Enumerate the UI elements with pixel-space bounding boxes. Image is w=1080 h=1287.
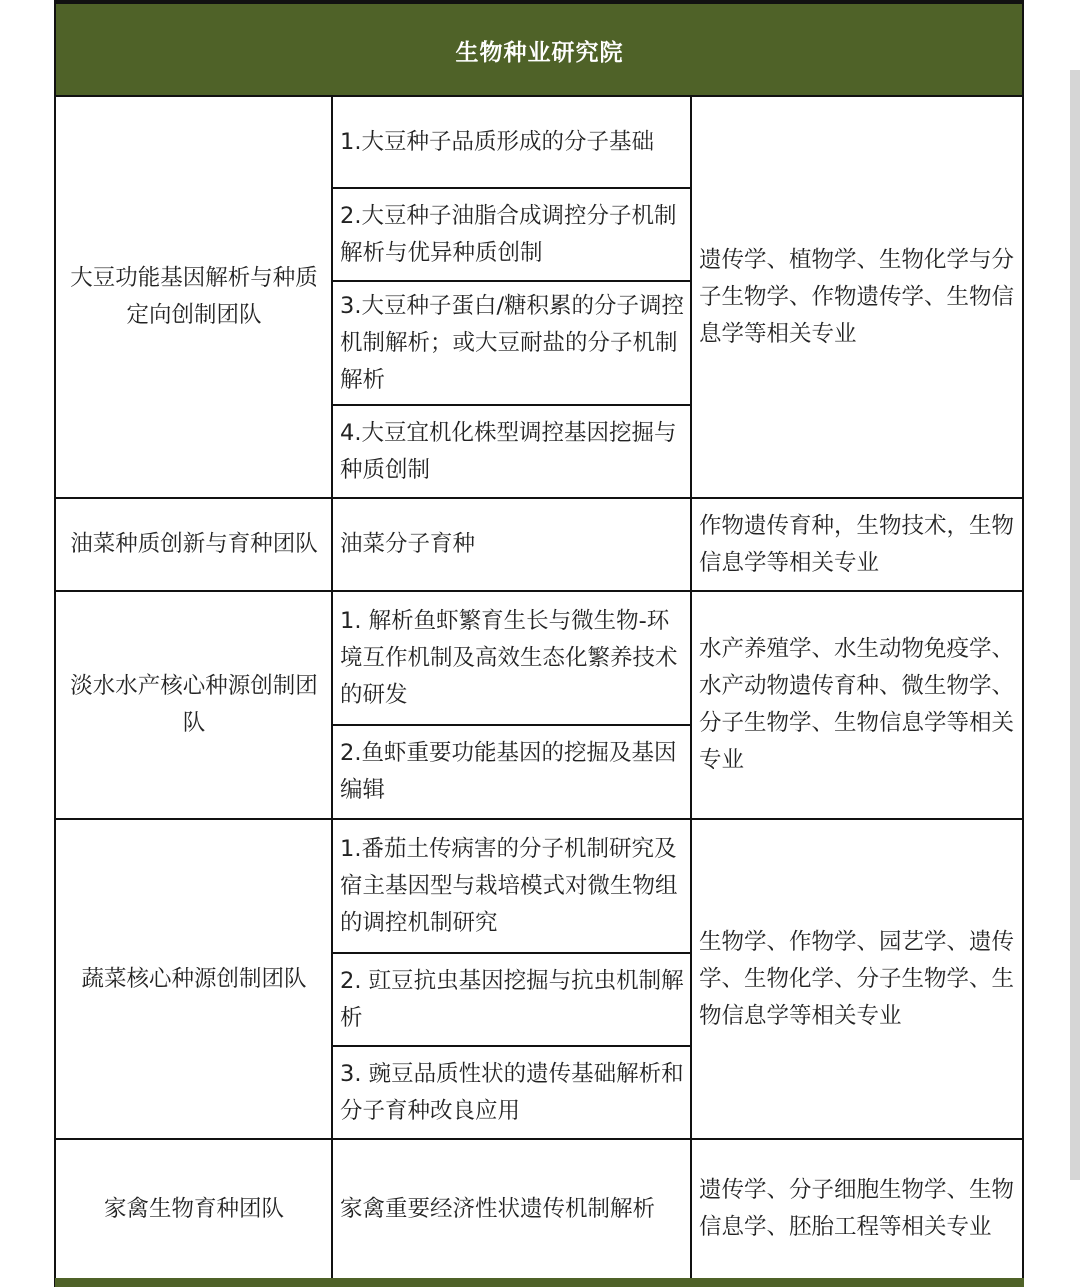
topic-cell (333, 592, 690, 724)
team-name-cell (57, 820, 331, 1138)
topic-text: 3. 豌豆品质性状的遗传基础解析和分子育种改良应用 (340, 1060, 684, 1124)
major-text: 生物学、作物学、园艺学、遗传学、生物化学、分子生物学、生物信息学等相关专业 (699, 928, 1015, 1029)
major-text: 遗传学、分子细胞生物学、生物信息学、胚胎工程等相关专业 (699, 1177, 1015, 1240)
topic-cell (333, 499, 690, 590)
topic-text: 2.大豆种子油脂合成调控分子机制解析与优异种质创制 (340, 202, 677, 266)
topic-text: 1. 解析鱼虾繁育生长与微生物-环境互作机制及高效生态化繁养技术的研发 (340, 607, 678, 708)
topic-cell (333, 282, 690, 404)
column-divider (331, 96, 333, 1278)
subrow-divider (332, 724, 691, 726)
team-name-cell (57, 592, 331, 818)
column-divider (331, 0, 333, 4)
major-cell (692, 592, 1022, 818)
topic-text: 家禽重要经济性状遗传机制解析 (340, 1195, 656, 1222)
major-text: 水产养殖学、水生动物免疫学、水产动物遗传育种、微生物学、分子生物学、生物信息学等相关专业 (699, 636, 1015, 773)
topic-text: 1.番茄土传病害的分子机制研究及宿主基因型与栽培模式对微生物组的调控机制研究 (340, 835, 678, 936)
topic-cell (333, 820, 690, 952)
topic-cell (333, 1140, 690, 1278)
major-text: 遗传学、植物学、生物化学与分子生物学、作物遗传学、生物信息学等相关专业 (699, 246, 1015, 347)
table-border-right (1022, 0, 1024, 1287)
subrow-divider (332, 1045, 691, 1047)
topic-cell (333, 97, 690, 187)
subrow-divider (332, 187, 691, 189)
next-section-header-edge (55, 1278, 1024, 1287)
team-name: 油菜种质创新与育种团队 (70, 531, 318, 557)
major-text: 作物遗传育种，生物技术，生物信息学等相关专业 (699, 512, 1015, 576)
major-cell (692, 97, 1022, 497)
topic-text: 2. 豇豆抗虫基因挖掘与抗虫机制解析 (340, 967, 684, 1031)
row-divider (55, 95, 1024, 97)
column-divider (690, 96, 692, 1278)
topic-text: 2.鱼虾重要功能基因的挖掘及基因编辑 (340, 740, 677, 803)
topic-text: 1.大豆种子品质形成的分子基础 (340, 128, 654, 155)
subrow-divider (332, 952, 691, 954)
topic-text: 4.大豆宜机化株型调控基因挖掘与种质创制 (340, 419, 677, 483)
team-name: 大豆功能基因解析与种质定向创制团队 (70, 265, 318, 328)
topic-text: 油菜分子育种 (340, 531, 476, 557)
row-divider (55, 1138, 1024, 1140)
topic-cell (333, 726, 690, 818)
subrow-divider (332, 404, 691, 406)
topic-cell (333, 406, 690, 497)
subrow-divider (332, 280, 691, 282)
topic-text: 3.大豆种子蛋白/糖积累的分子调控机制解析；或大豆耐盐的分子机制解析 (340, 292, 685, 393)
section-header (55, 4, 1024, 96)
team-name-cell (57, 97, 331, 497)
row-divider (55, 497, 1024, 499)
topic-cell (333, 954, 690, 1045)
row-divider (55, 818, 1024, 820)
major-cell (692, 499, 1022, 590)
major-cell (692, 1140, 1022, 1278)
row-divider (55, 590, 1024, 592)
table-border-left (54, 0, 56, 1287)
team-name: 蔬菜核心种源创制团队 (81, 965, 307, 992)
team-name-cell (57, 1140, 331, 1278)
topic-cell (333, 1047, 690, 1138)
team-name-cell (57, 499, 331, 590)
team-name: 淡水水产核心种源创制团队 (70, 673, 318, 736)
column-divider (690, 0, 692, 4)
team-name: 家禽生物育种团队 (103, 1195, 284, 1222)
major-cell (692, 820, 1022, 1138)
section-title: 生物种业研究院 (455, 39, 624, 66)
topic-cell (333, 189, 690, 280)
page-edge-shadow (1070, 70, 1080, 1180)
